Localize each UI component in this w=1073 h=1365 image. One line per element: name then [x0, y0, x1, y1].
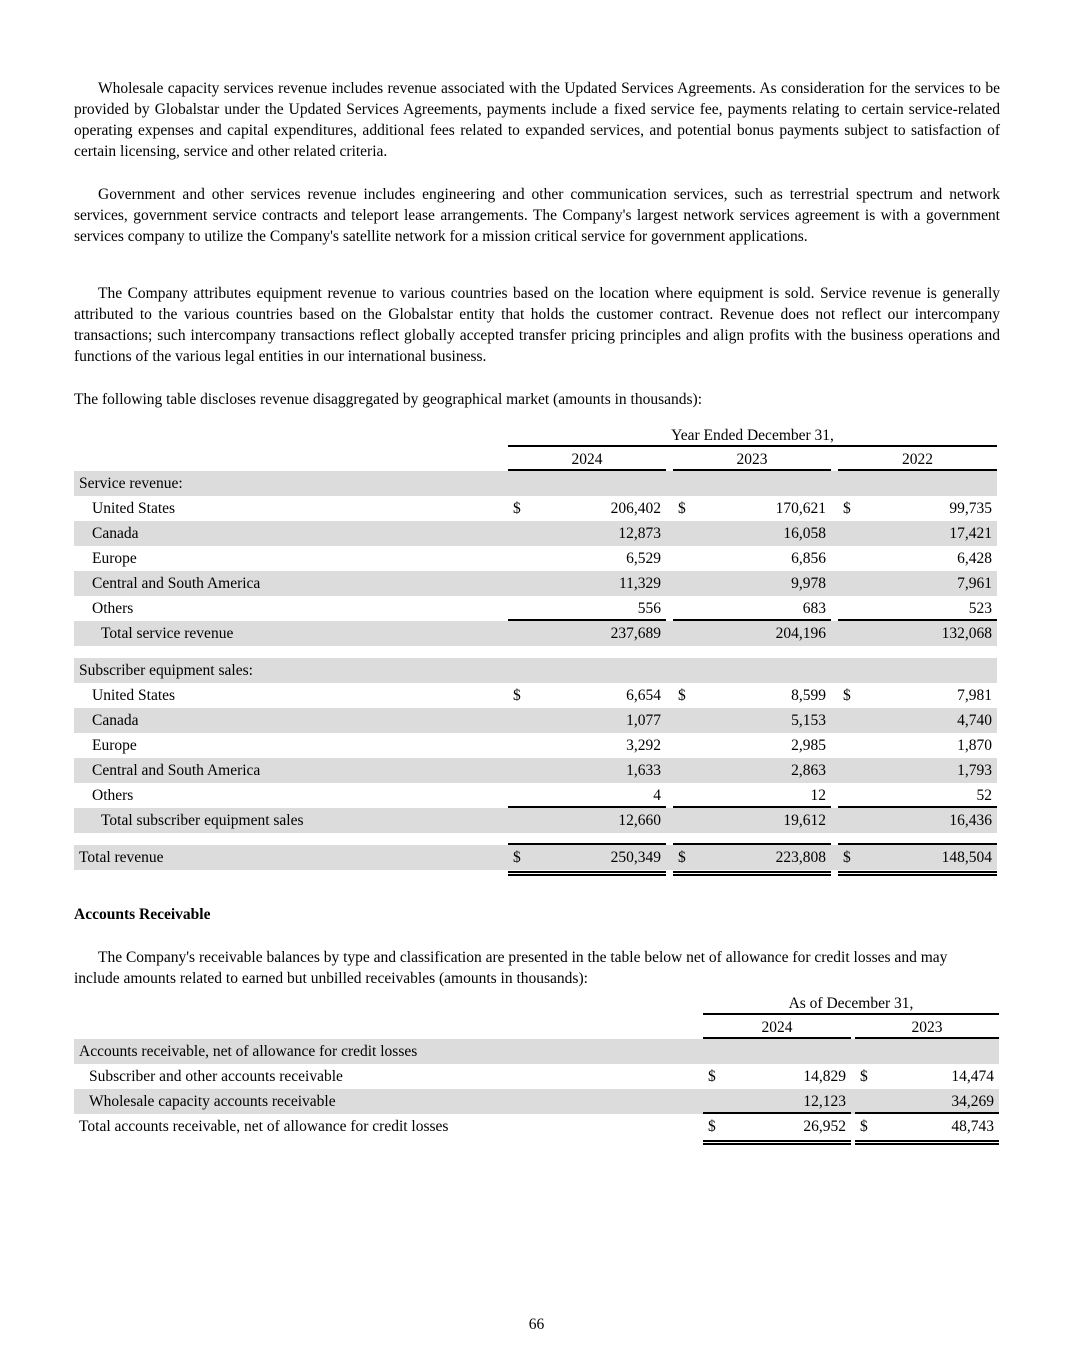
row-label: Subscriber and other accounts receivable — [89, 1068, 343, 1085]
column-header-year: 2022 — [902, 451, 933, 468]
column-header-year: 2023 — [911, 1019, 943, 1036]
dollar-sign: $ — [513, 849, 521, 866]
sum-rule — [508, 806, 666, 808]
cell-value: 17,421 — [949, 525, 992, 542]
row-label: Europe — [92, 737, 137, 754]
cell-value: 556 — [637, 600, 661, 617]
sum-rule — [508, 843, 666, 845]
paragraph-government: Government and other services revenue includes engineering and other communication services, such as terrestrial spectrum and network services, government service contracts and teleport lease arrangements. The Company's largest network services agreement is with a government services company to utilize the Company's satellite network for a mission critical service for government applications. — [74, 186, 1000, 245]
row-label: Canada — [92, 525, 139, 542]
cell-value: 9,978 — [791, 575, 826, 592]
section-heading: Accounts Receivable — [74, 906, 211, 923]
dollar-sign: $ — [708, 1068, 716, 1085]
header-rule — [508, 445, 997, 447]
dollar-sign: $ — [678, 687, 686, 704]
table-row — [74, 621, 997, 646]
table-row — [74, 1064, 999, 1089]
sum-rule — [673, 619, 831, 621]
row-label: Total service revenue — [101, 625, 234, 642]
column-header-year: 2023 — [736, 451, 768, 468]
table-row — [74, 683, 997, 708]
row-label: Others — [92, 600, 134, 617]
double-underline — [703, 1140, 851, 1145]
table-row — [74, 1039, 999, 1064]
double-underline — [508, 871, 666, 876]
dollar-sign: $ — [708, 1118, 716, 1135]
cell-value: 1,077 — [626, 712, 661, 729]
row-label: Total subscriber equipment sales — [101, 812, 304, 829]
sum-rule — [838, 619, 997, 621]
period-header: As of December 31, — [788, 995, 914, 1012]
double-underline — [838, 871, 997, 876]
sum-rule — [673, 806, 831, 808]
period-header: Year Ended December 31, — [671, 427, 834, 444]
cell-value: 26,952 — [803, 1118, 846, 1135]
paragraph-receivables: The Company's receivable balances by type and classification are presented in the table below net of allowance for credit losses and may include amounts related to earned but unbilled receivables (amounts in thousands): — [74, 949, 948, 987]
sum-rule — [855, 1112, 999, 1114]
row-label: Central and South America — [92, 575, 261, 592]
row-label: Total accounts receivable, net of allowance for credit losses — [79, 1118, 449, 1135]
table-row — [74, 733, 997, 758]
row-label: Wholesale capacity accounts receivable — [89, 1093, 336, 1110]
cell-value: 148,504 — [941, 849, 992, 866]
sum-rule — [838, 806, 997, 808]
dollar-sign: $ — [860, 1068, 868, 1085]
cell-value: 34,269 — [951, 1093, 994, 1110]
cell-value: 12,873 — [618, 525, 661, 542]
sum-rule — [673, 843, 831, 845]
cell-value: 7,981 — [957, 687, 992, 704]
cell-value: 1,870 — [957, 737, 992, 754]
row-label: Subscriber equipment sales: — [79, 662, 253, 679]
table-row — [74, 471, 997, 496]
cell-value: 7,961 — [957, 575, 992, 592]
table-row — [74, 658, 997, 683]
cell-value: 99,735 — [949, 500, 992, 517]
cell-value: 4 — [653, 787, 661, 804]
row-label: Service revenue: — [79, 475, 183, 492]
dollar-sign: $ — [678, 500, 686, 517]
dollar-sign: $ — [513, 687, 521, 704]
header-rule — [703, 1013, 999, 1015]
dollar-sign: $ — [843, 687, 851, 704]
column-header-year: 2024 — [761, 1019, 793, 1036]
cell-value: 11,329 — [618, 575, 661, 592]
sum-rule — [703, 1112, 851, 1114]
cell-value: 14,829 — [803, 1068, 846, 1085]
table-row — [74, 783, 997, 808]
cell-value: 16,436 — [949, 812, 992, 829]
cell-value: 2,985 — [791, 737, 826, 754]
table-row — [74, 758, 997, 783]
cell-value: 3,292 — [626, 737, 661, 754]
row-label: United States — [92, 687, 176, 704]
table-row — [74, 596, 997, 621]
table-row — [74, 521, 997, 546]
double-underline — [855, 1140, 999, 1145]
cell-value: 2,863 — [791, 762, 826, 779]
paragraph-wholesale: Wholesale capacity services revenue includes revenue associated with the Updated Services Agreements. As consideration for the services to be provided by Globalstar under the Updated Services Agreements, payments include a fixed service fee, payments relating to certain service-related operating expenses and capital expenditures, additional fees related to expanded services, and potential bonus payments subject to satisfaction of certain licensing, service and other related criteria. — [74, 80, 1000, 160]
cell-value: 6,428 — [957, 550, 992, 567]
row-label: United States — [92, 500, 176, 517]
cell-value: 250,349 — [610, 849, 661, 866]
table-row — [74, 845, 997, 870]
cell-value: 237,689 — [610, 625, 661, 642]
cell-value: 206,402 — [610, 500, 661, 517]
table-row — [74, 496, 997, 521]
cell-value: 5,153 — [791, 712, 826, 729]
cell-value: 6,654 — [626, 687, 661, 704]
sum-rule — [508, 619, 666, 621]
cell-value: 1,633 — [626, 762, 661, 779]
table-row — [74, 546, 997, 571]
cell-value: 52 — [976, 787, 992, 804]
dollar-sign: $ — [843, 849, 851, 866]
cell-value: 6,529 — [626, 550, 661, 567]
cell-value: 16,058 — [783, 525, 826, 542]
double-underline — [673, 871, 831, 876]
cell-value: 6,856 — [791, 550, 826, 567]
cell-value: 12,660 — [618, 812, 661, 829]
table-row — [74, 1089, 999, 1114]
cell-value: 8,599 — [791, 687, 826, 704]
table-row — [74, 708, 997, 733]
cell-value: 204,196 — [775, 625, 826, 642]
row-label: Canada — [92, 712, 139, 729]
cell-value: 14,474 — [951, 1068, 994, 1085]
row-label: Others — [92, 787, 134, 804]
dollar-sign: $ — [678, 849, 686, 866]
row-label: Total revenue — [79, 849, 164, 866]
cell-value: 523 — [968, 600, 992, 617]
dollar-sign: $ — [843, 500, 851, 517]
cell-value: 683 — [802, 600, 826, 617]
cell-value: 132,068 — [941, 625, 992, 642]
cell-value: 1,793 — [957, 762, 992, 779]
dollar-sign: $ — [513, 500, 521, 517]
sum-rule — [838, 843, 997, 845]
cell-value: 223,808 — [775, 849, 826, 866]
table-row — [74, 571, 997, 596]
paragraph-table-intro: The following table discloses revenue disaggregated by geographical market (amounts in thousands): — [74, 391, 702, 408]
table-row — [74, 808, 997, 833]
cell-value: 48,743 — [951, 1118, 994, 1135]
row-label: Central and South America — [92, 762, 261, 779]
cell-value: 4,740 — [957, 712, 992, 729]
table-row — [74, 1114, 999, 1139]
cell-value: 19,612 — [783, 812, 826, 829]
paragraph-attribution: The Company attributes equipment revenue to various countries based on the location where equipment is sold. Service revenue is generally attributed to the various countries based on the Globalstar entity that holds the customer contract. Revenue does not reflect our intercompany transactions; such intercompany transactions reflect globally accepted transfer pricing principles and align profits with the business operations and functions of the various legal entities in our international business. — [74, 285, 1000, 365]
dollar-sign: $ — [860, 1118, 868, 1135]
row-label: Europe — [92, 550, 137, 567]
row-label: Accounts receivable, net of allowance for credit losses — [79, 1043, 418, 1060]
cell-value: 12 — [810, 787, 826, 804]
column-header-year: 2024 — [571, 451, 603, 468]
cell-value: 12,123 — [803, 1093, 846, 1110]
cell-value: 170,621 — [775, 500, 826, 517]
page-number: 66 — [528, 1316, 545, 1333]
